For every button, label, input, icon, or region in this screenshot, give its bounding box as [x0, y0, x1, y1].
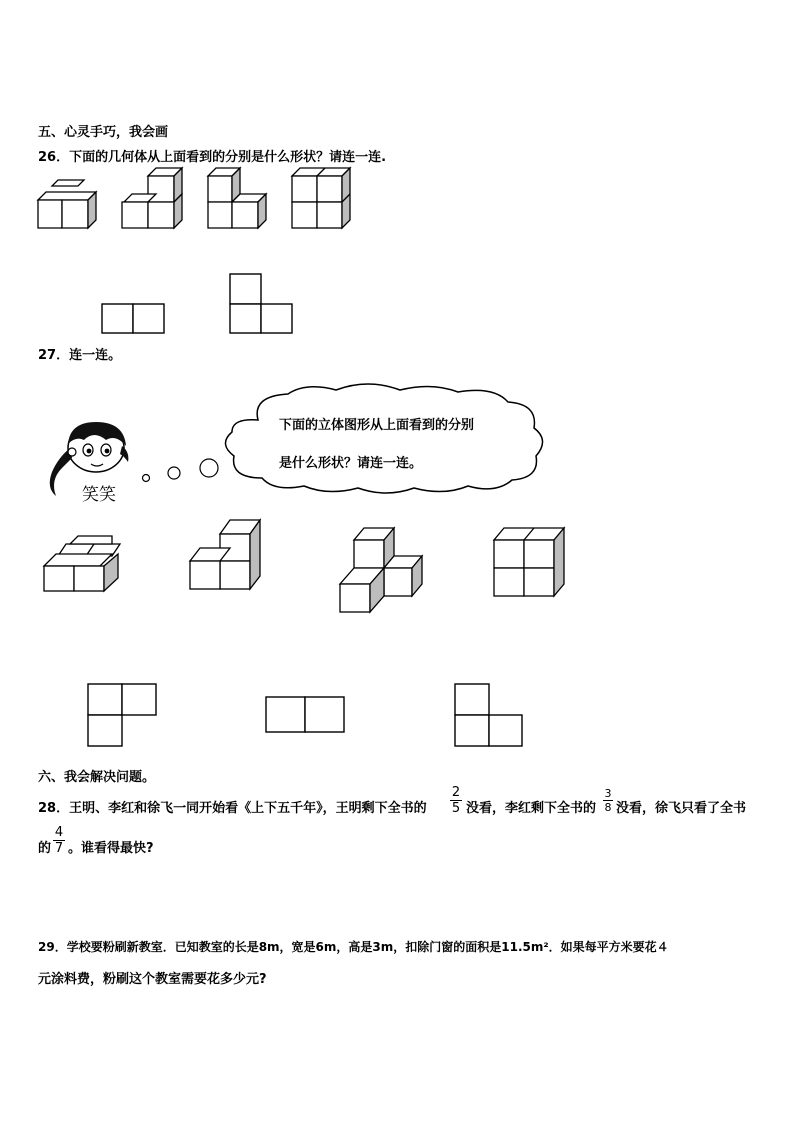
q28-fraction-1-numerator: 2: [451, 785, 461, 800]
q26-view-row: [102, 304, 164, 333]
q26-solid-b: [122, 168, 182, 228]
q27-top-views: [86, 682, 526, 748]
q26-solid-a: [38, 180, 96, 228]
q27-solid-4: [494, 528, 564, 596]
q28-part-3: 没看，徐飞只看了全书: [616, 801, 747, 816]
bubble-line-2: 是什么形状？请连一连。: [279, 456, 423, 471]
q28-fraction-3-denominator: 7: [54, 841, 64, 856]
thought-cloud: [218, 382, 558, 494]
q26-view-l: [230, 274, 292, 333]
girl-figure: [36, 418, 136, 504]
q29-line-2: 元涂料费，粉刷这个教室需要花多少元?: [38, 972, 267, 987]
q27-solids: [40, 516, 580, 616]
q28-fraction-3: [53, 826, 65, 855]
q28-fraction-3-numerator: 4: [54, 825, 64, 840]
question-27-text: 27．连一连。: [38, 348, 122, 363]
q27-view-1: [88, 684, 156, 746]
q27-solid-2: [190, 520, 260, 589]
q26-solid-c: [208, 168, 266, 228]
section-5-heading: 五、心灵手巧，我会画: [38, 125, 169, 140]
q28-fraction-2-denominator: 8: [604, 801, 612, 814]
q28-fraction-1: [450, 786, 462, 815]
q28-fraction-2: [603, 788, 613, 813]
section-6-heading: 六、我会解决问题。: [38, 770, 156, 785]
q27-solid-3: [340, 528, 422, 612]
q28-part-1: 28．王明、李红和徐飞一同开始看《上下五千年》，王明剩下全书的: [38, 801, 427, 816]
bubble-line-1: 下面的立体图形从上面看到的分别: [279, 418, 475, 433]
q26-solids: [36, 164, 356, 234]
q28-part-4: 的: [38, 841, 52, 856]
thought-dots: [140, 456, 220, 486]
q26-solid-d: [292, 168, 350, 228]
q27-solid-1: [44, 536, 120, 591]
question-26-text: 26．下面的几何体从上面看到的分别是什么形状？请连一连.: [38, 150, 387, 165]
q29-line-1: 29．学校要粉刷新教室．已知教室的长是8m，宽是6m，高是3m，扣除门窗的面积是11.5m²．如果每平方米要花４: [38, 940, 669, 954]
q26-top-views: [100, 272, 300, 336]
q28-fraction-2-numerator: 3: [604, 787, 612, 800]
q28-part-5: 。谁看得最快?: [68, 841, 154, 856]
q28-part-2: 没看，李红剩下全书的: [466, 801, 597, 816]
character-name: 笑笑: [82, 485, 116, 505]
q28-fraction-1-denominator: 5: [451, 801, 461, 816]
q27-view-3: [455, 684, 522, 746]
q27-view-2: [266, 697, 344, 732]
